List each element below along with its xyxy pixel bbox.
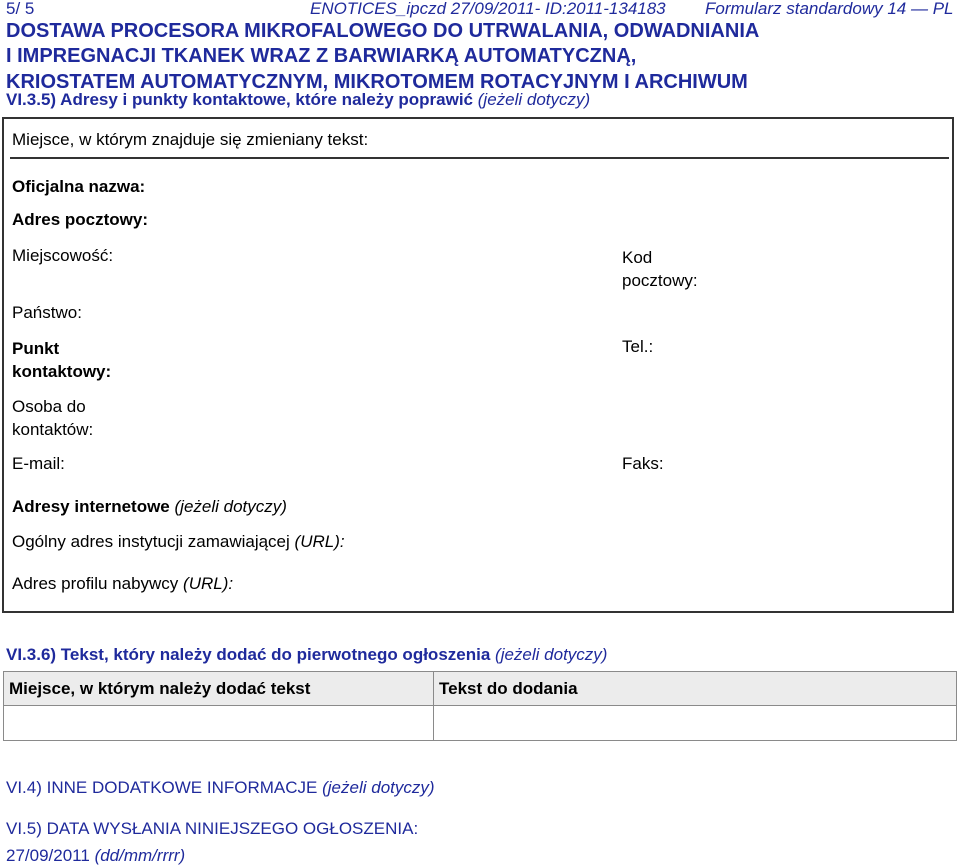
internet-addresses-heading — [12, 497, 287, 517]
table-header-text: Tekst do dodania — [433, 671, 957, 706]
postal-address-label: Adres pocztowy: — [12, 210, 149, 229]
city-label: Miejscowość: — [12, 246, 114, 265]
general-address-url-label: (URL): — [294, 532, 345, 551]
general-address-row — [12, 532, 345, 552]
add-text-table — [3, 671, 957, 741]
contact-person-label: Osoba do kontaktów: — [12, 397, 94, 439]
postal-code-label: Kod pocztowy: — [622, 248, 698, 290]
email-label: E-mail: — [12, 454, 65, 473]
section-vi4-heading — [6, 778, 435, 798]
fax-label: Faks: — [622, 454, 664, 473]
table-header-place: Miejsce, w którym należy dodać tekst — [3, 671, 434, 706]
section-vi4-title: VI.4) INNE DODATKOWE INFORMACJE — [6, 778, 318, 797]
title-line-2: I IMPREGNACJI TKANEK WRAZ Z BARWIARKĄ AUTOMATYCZNĄ, — [6, 45, 637, 67]
internet-addresses-note: (jeżeli dotyczy) — [174, 497, 287, 516]
section-vi36-title: VI.3.6) Tekst, który należy dodać do pierwotnego ogłoszenia — [6, 645, 491, 664]
dispatch-date: 27/09/2011 — [6, 846, 90, 865]
general-address-label: Ogólny adres instytucji zamawiającej — [12, 532, 290, 551]
section-vi35-title: VI.3.5) Adresy i punkty kontaktowe, które należy poprawić — [6, 90, 474, 109]
section-vi36-note: (jeżeli dotyczy) — [495, 645, 608, 664]
place-label: Miejsce, w którym znajduje się zmieniany tekst: — [12, 130, 369, 149]
official-name-label: Oficjalna nazwa: — [12, 177, 146, 196]
dispatch-date-row — [6, 846, 185, 866]
table-cell-text — [433, 705, 957, 741]
title-line-3: KRIOSTATEM AUTOMATYCZNYM, MIKROTOMEM ROTACYJNYM I ARCHIWUM — [6, 71, 748, 92]
section-vi4-note: (jeżeli dotyczy) — [322, 778, 435, 797]
form-name: Formularz standardowy 14 — PL — [705, 0, 954, 18]
date-format: (dd/mm/rrrr) — [94, 846, 186, 865]
divider — [10, 157, 949, 159]
country-label: Państwo: — [12, 303, 82, 322]
section-vi35-heading — [6, 90, 590, 110]
buyer-profile-label: Adres profilu nabywcy — [12, 574, 179, 593]
section-vi5-heading: VI.5) DATA WYSŁANIA NINIEJSZEGO OGŁOSZENIA: — [6, 819, 419, 838]
page-number: 5/ 5 — [6, 0, 35, 18]
contact-point-label: Punkt kontaktowy: — [12, 339, 112, 381]
table-cell-place — [3, 705, 434, 741]
document-id: ENOTICES_ipczd 27/09/2011- ID:2011-134183 — [310, 0, 666, 18]
title-line-1: DOSTAWA PROCESORA MIKROFALOWEGO DO UTRWALANIA, ODWADNIANIA — [6, 20, 760, 42]
buyer-profile-row — [12, 574, 233, 594]
buyer-profile-url-label: (URL): — [183, 574, 234, 593]
internet-addresses-title: Adresy internetowe — [12, 497, 170, 516]
section-vi36-heading — [6, 645, 607, 665]
phone-label: Tel.: — [622, 337, 654, 356]
section-vi35-note: (jeżeli dotyczy) — [477, 90, 591, 109]
notice-title — [0, 20, 960, 92]
